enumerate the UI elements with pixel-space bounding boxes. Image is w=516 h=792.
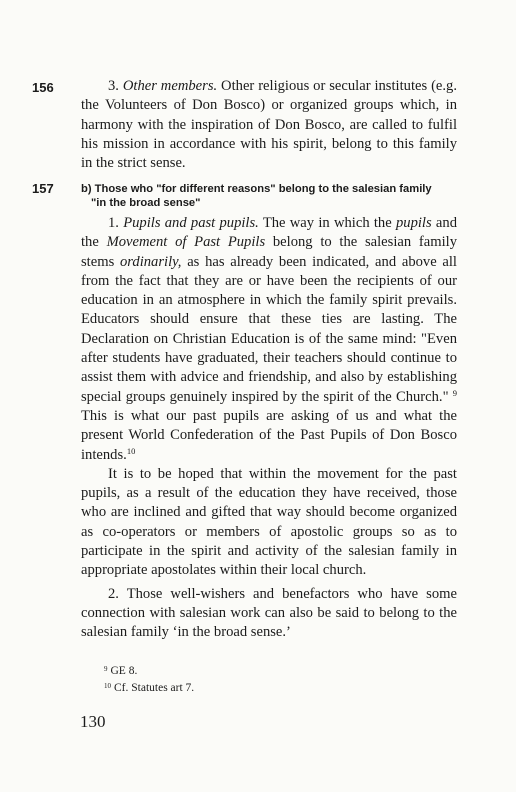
paragraph-hope: It is to be hoped that within the movement for the past pupils, as a result of the education they have received, those who are inclined and gifted that way should become organized as co-operators or members of apostolic groups so as to participate in the spirit and activity of the salesian family in appropriate apostolates within their local church. (81, 465, 457, 579)
footnote-10 (104, 679, 194, 696)
text-run: as has already been indicated, and above all from the fact that they are or have been the recipients of our education in an atmosphere in which the family spirit prevails. Educators should ensure that these ties are lasting. The Declaration on Christian Education is of the same mind: "Even after students have graduated, their teachers should continue to assist them with advice and friendship, and also by establishing special groups genuinely inspired by the spirit of the Church." (81, 253, 457, 405)
paragraph-body: Other religious or secular institutes (e.g. the Volunteers of Don Bosco) or organized groups which, in harmony with the inspiration of Don Bosco, are called to fulfil his mission in accordance with his spirit, belong to this family in the strict sense. (81, 78, 457, 172)
footnote-mark: 9 (104, 665, 108, 673)
paragraph-pupils (81, 214, 457, 465)
page-number: 130 (80, 712, 106, 731)
section-number-157: 157 (32, 181, 54, 196)
item-title: Other members. (122, 78, 218, 94)
text-run: and the (81, 215, 457, 251)
paragraph (81, 77, 457, 173)
heading-line-2: "in the broad sense" (91, 197, 201, 209)
section-156-text (81, 77, 457, 173)
section-157-text (81, 214, 457, 643)
italic-run: pupils (395, 215, 432, 231)
italic-run: Movement of Past Pupils (106, 234, 266, 251)
text-run: belong to the salesian family stems (81, 234, 457, 270)
footnote-text: GE 8. (110, 665, 138, 677)
section-number-156: 156 (32, 80, 54, 95)
footnote-9 (104, 662, 137, 679)
footnote-ref-9: 9 (452, 387, 457, 398)
italic-run: ordinarily, (119, 253, 182, 270)
footnote-mark: 10 (104, 682, 111, 690)
heading-line-1: b) Those who "for different reasons" belong to the salesian family (81, 183, 432, 195)
text-run: The way in which the (258, 215, 396, 231)
section-heading (81, 182, 471, 210)
text-run: This is what our past pupils are asking of us and what the present World Confederation of the Past Pupils of Don Bosco intends. (81, 407, 457, 463)
footnote-ref-10: 10 (126, 445, 136, 456)
item-label: 3. (108, 78, 123, 94)
item-label: 1. (108, 215, 124, 231)
footnote-text: Cf. Statutes art 7. (114, 682, 195, 694)
paragraph-well-wishers: 2. Those well-wishers and benefactors who have some connection with salesian work can also be said to belong to the salesian family ‘in the broad sense.’ (81, 585, 457, 641)
item-title: Pupils and past pupils. (123, 215, 259, 231)
